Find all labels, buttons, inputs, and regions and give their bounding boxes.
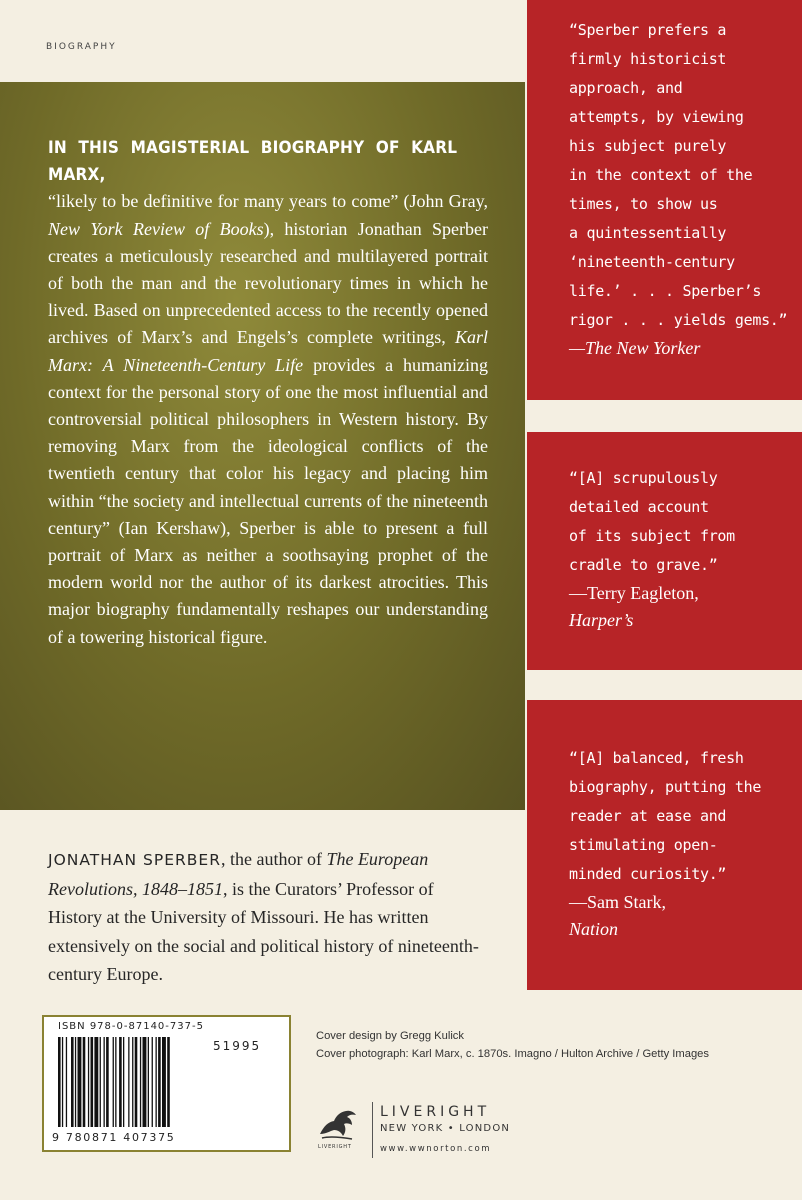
- barcode-bar: [152, 1037, 153, 1127]
- isbn-text: ISBN 978-0-87140-737-5: [58, 1021, 204, 1032]
- quote-line: approach, and: [569, 79, 683, 97]
- barcode-bar: [158, 1037, 161, 1127]
- cover-design-credit: Cover design by Gregg Kulick: [316, 1030, 464, 1042]
- quote-line: in the context of the: [569, 166, 753, 184]
- publisher-url: www.wwnorton.com: [380, 1144, 492, 1154]
- barcode-bar: [66, 1037, 67, 1127]
- author-name: JONATHAN SPERBER: [48, 851, 221, 869]
- publisher-divider: [372, 1102, 373, 1158]
- quote-line: a quintessentially: [569, 224, 727, 242]
- cover-credits: [316, 1027, 709, 1063]
- quote-line: firmly historicist: [569, 50, 727, 68]
- quote-line: “[A] balanced, fresh: [569, 749, 744, 767]
- barcode-bar: [128, 1037, 129, 1127]
- barcode-bar: [156, 1037, 157, 1127]
- summary-quote-open: “likely to be definitive for many years to come” (John Gray,: [48, 191, 488, 212]
- barcode-box: [42, 1015, 291, 1152]
- barcode-bar: [167, 1037, 170, 1127]
- barcode-bar: [58, 1037, 61, 1127]
- barcode-bar: [75, 1037, 76, 1127]
- barcode-bar: [115, 1037, 116, 1127]
- barcode-bar: [135, 1037, 138, 1127]
- publisher-block: [316, 1100, 546, 1160]
- quote-line: of its subject from: [569, 527, 735, 545]
- quote-line: biography, putting the: [569, 778, 762, 796]
- barcode-bar: [143, 1037, 147, 1127]
- author-bio-text-2: , is the Curators’ Professor of History at the University of Missouri. He has written extensively on the social and political history of nineteenth-century Europe.: [48, 878, 479, 984]
- barcode-bar: [62, 1037, 63, 1127]
- barcode-graphic: [58, 1037, 208, 1131]
- summary-panel: [0, 82, 525, 810]
- price-code: 51995: [213, 1039, 262, 1053]
- summary-book-title: Karl Marx: A Nineteenth-Century Life: [48, 327, 488, 375]
- logo-caption: LIVERIGHT: [318, 1144, 352, 1150]
- author-bio: [48, 845, 488, 989]
- barcode-bar: [140, 1037, 141, 1127]
- quote-line: times, to show us: [569, 195, 718, 213]
- quote-box-new-yorker: [527, 0, 802, 400]
- quote-line: reader at ease and: [569, 807, 727, 825]
- barcode-bar: [91, 1037, 94, 1127]
- summary-text-2: provides a humanizing context for the personal story of one the most influential and controversial political philosophers in Western history. By removing Marx from the ideological conflicts of the twentieth century that color his legacy and placing him within “the society and intellectual currents of the nineteenth century” (Ian Kershaw), Sperber is able to present a full portrait of Marx as neither a soothsaying prophet of the modern world nor the author of its darkest atrocities. This major biography fundamentally reshapes our understanding of a towering historical figure.: [48, 354, 488, 647]
- barcode-digits: 9 780871 407375: [52, 1131, 176, 1144]
- quote-attribution: —Terry Eagleton,: [569, 583, 699, 603]
- barcode-bar: [148, 1037, 149, 1127]
- barcode-bar: [106, 1037, 109, 1127]
- barcode-bar: [88, 1037, 89, 1127]
- quote-source: Nation: [569, 919, 619, 939]
- quote-line: life.’ . . . Sperber’s: [569, 282, 762, 300]
- author-bio-book: The European Revolutions, 1848–1851: [48, 849, 429, 899]
- barcode-bar: [132, 1037, 133, 1127]
- quote-line: ‘nineteenth-century: [569, 253, 735, 271]
- quote-source: —The New Yorker: [569, 338, 701, 358]
- quote-line: minded curiosity.”: [569, 865, 727, 883]
- barcode-bar: [100, 1037, 101, 1127]
- barcode-bar: [83, 1037, 86, 1127]
- summary-nyrb: New York Review of Books: [48, 218, 264, 239]
- quote-source: Harper’s: [569, 610, 634, 630]
- quote-line: “Sperber prefers a: [569, 21, 727, 39]
- category-label: BIOGRAPHY: [46, 42, 117, 52]
- book-summary: [48, 134, 488, 651]
- cover-photo-credit: Cover photograph: Karl Marx, c. 1870s. Imagno / Hulton Archive / Getty Images: [316, 1048, 709, 1060]
- quote-line: “[A] scrupulously: [569, 469, 718, 487]
- barcode-bar: [78, 1037, 82, 1127]
- quote-box-nation: [527, 700, 802, 990]
- barcode-bar: [104, 1037, 105, 1127]
- quote-line: rigor . . . yields gems.”: [569, 311, 788, 329]
- summary-text-1: ), historian Jonathan Sperber creates a meticulously researched and multilayered portrait of both the man and the revolutionary times in which he lived. Based on unprecedented access to the recently opened archives of Marx’s and Engels’s complete writings,: [48, 218, 488, 348]
- quote-attribution: —Sam Stark,: [569, 892, 666, 912]
- barcode-bar: [162, 1037, 166, 1127]
- quote-line: detailed account: [569, 498, 709, 516]
- author-bio-text-1: , the author of: [220, 849, 327, 869]
- liveright-logo-icon: [316, 1104, 360, 1144]
- barcode-bar: [113, 1037, 114, 1127]
- summary-lead: IN THIS MAGISTERIAL BIOGRAPHY OF KARL MARX,: [48, 138, 458, 185]
- quote-line: his subject purely: [569, 137, 727, 155]
- publisher-cities: NEW YORK • LONDON: [380, 1123, 511, 1134]
- quote-line: cradle to grave.”: [569, 556, 718, 574]
- barcode-bar: [123, 1037, 124, 1127]
- quote-line: attempts, by viewing: [569, 108, 744, 126]
- barcode-bar: [94, 1037, 98, 1127]
- publisher-name: LIVERIGHT: [380, 1104, 491, 1120]
- barcode-bar: [119, 1037, 122, 1127]
- quote-box-harpers: [527, 432, 802, 670]
- quote-line: stimulating open-: [569, 836, 718, 854]
- barcode-bar: [71, 1037, 74, 1127]
